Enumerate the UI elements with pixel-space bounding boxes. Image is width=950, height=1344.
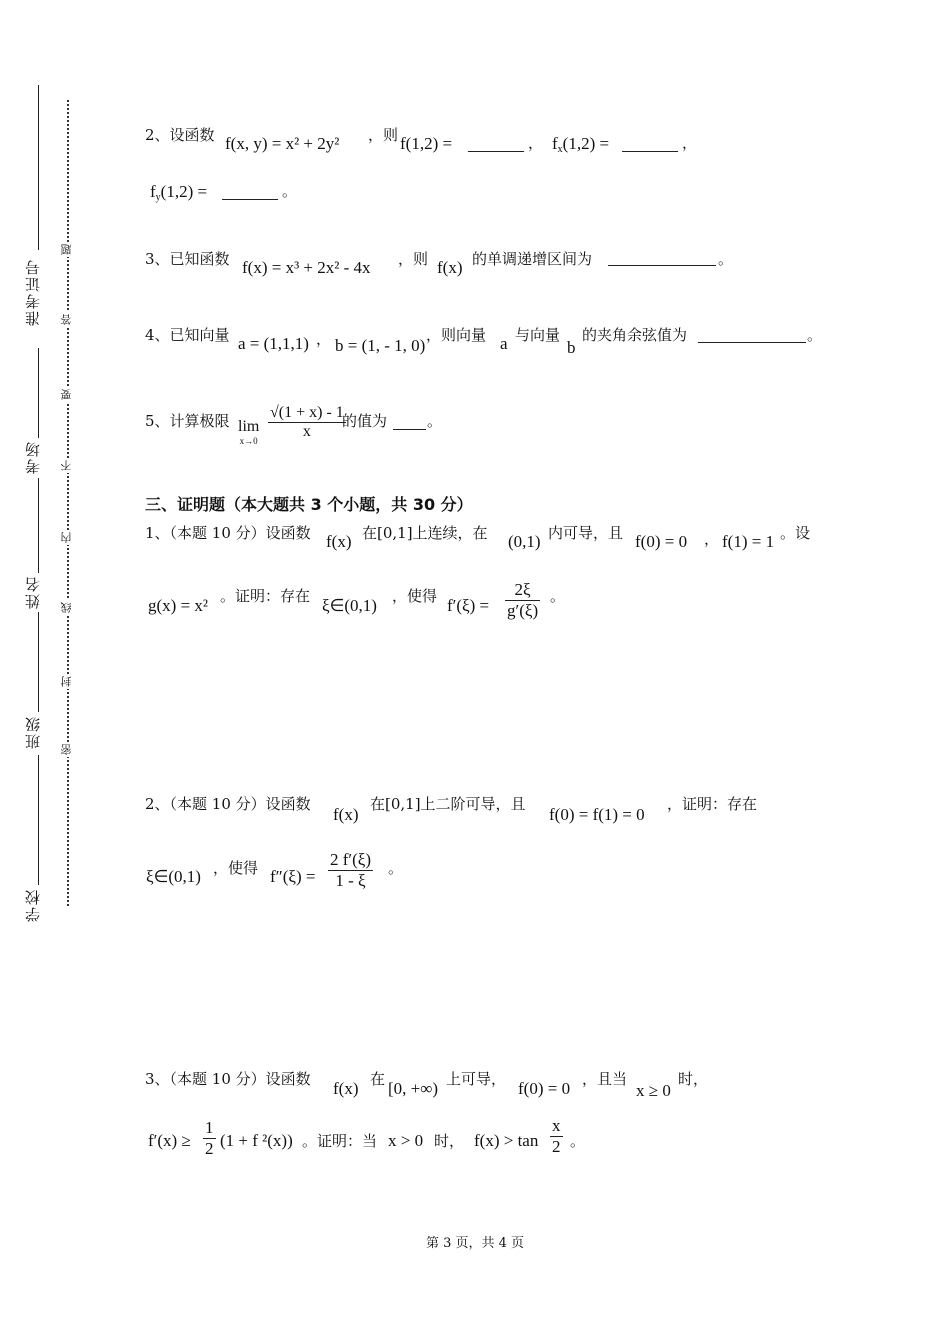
p3-ineq-rhs: (1 + f ²(x)) — [220, 1131, 293, 1150]
p3-interval: [0, +∞) — [388, 1079, 439, 1098]
q4-text-3: 的夹角余弦值为 — [582, 326, 688, 344]
p1-condition-2: f(1) = 1 — [722, 532, 775, 551]
seal-char: 密 — [60, 744, 73, 755]
q2-end: 。 — [282, 182, 298, 200]
q4-var-a: a — [500, 334, 508, 353]
q3-then: ，则 — [398, 250, 429, 268]
p3-result-fraction — [550, 1116, 563, 1157]
p1-g-def: g(x) = x² — [148, 596, 209, 615]
margin-rule — [38, 612, 39, 712]
q4-vector-a: a = (1,1,1) — [238, 334, 309, 353]
p2-denominator: 1 - ξ — [335, 871, 366, 890]
p1-text-3: 。设 — [780, 524, 811, 542]
p1-text-1: 在[0,1]上连续，在 — [362, 524, 488, 542]
q2-function: f(x, y) = x² + 2y² — [225, 134, 340, 153]
seal-line — [67, 100, 69, 906]
q5-blank[interactable] — [393, 428, 426, 430]
p1-xi: ξ∈(0,1) — [322, 596, 377, 615]
p3-end: 。 — [570, 1132, 586, 1150]
margin-label-name: 姓名 — [24, 575, 42, 609]
margin-rule — [38, 755, 39, 885]
p3-text-2: 上可导， — [446, 1070, 507, 1088]
q2-blank-3[interactable] — [222, 198, 278, 200]
comma: ， — [682, 134, 698, 152]
q2-then: ，则 — [368, 126, 399, 144]
margin-rule — [38, 478, 39, 573]
p1-prefix: 1、（本题 10 分）设函数 — [145, 524, 311, 542]
p1-interval: (0,1) — [508, 532, 541, 551]
seal-char: 要 — [60, 389, 73, 400]
p1-denominator: g′(ξ) — [507, 601, 539, 620]
comma: ， — [316, 330, 332, 348]
p3-result-numerator: x — [552, 1116, 561, 1135]
p3-text-6: 时， — [434, 1132, 465, 1150]
p3-text-5: 。证明：当 — [302, 1132, 378, 1150]
p3-half-denominator: 2 — [205, 1139, 214, 1158]
seal-char: 内 — [60, 532, 73, 543]
margin-label-class: 班级 — [24, 715, 42, 749]
q3-blank[interactable] — [608, 264, 716, 266]
page-footer: 第 3 页，共 4 页 — [425, 1236, 525, 1251]
margin-label-school: 学校 — [24, 888, 42, 922]
p2-text-1: 在[0,1]上二阶可导，且 — [370, 795, 526, 813]
comma: ， — [704, 530, 720, 548]
p2-fraction — [328, 850, 373, 891]
seal-char: 题 — [60, 244, 73, 255]
margin-label-exam-room: 考场 — [24, 440, 42, 474]
p1-text-5: ，使得 — [392, 587, 438, 605]
q5-text: 的值为 — [342, 412, 388, 430]
q5-lim-word: lim — [238, 418, 260, 435]
margin-rule — [38, 85, 39, 250]
p2-fx: f(x) — [333, 805, 359, 824]
q2-blank-2[interactable] — [622, 150, 678, 152]
p3-prefix: 3、（本题 10 分）设函数 — [145, 1070, 311, 1088]
q4-text-2: 与向量 — [515, 326, 561, 344]
q2-prefix: 2、设函数 — [145, 126, 215, 144]
p2-lhs: f″(ξ) = — [270, 867, 316, 886]
p3-domain: x ≥ 0 — [636, 1081, 671, 1100]
seal-char: 封 — [60, 676, 73, 687]
q5-lim-sub: x→0 — [239, 436, 258, 446]
p1-lhs: f′(ξ) = — [447, 596, 490, 615]
q2-blank-1[interactable] — [468, 150, 524, 152]
p3-result-lhs: f(x) > tan — [474, 1131, 539, 1150]
comma: ， — [528, 134, 544, 152]
q5-limit — [238, 418, 259, 446]
p3-x-positive: x > 0 — [388, 1131, 424, 1150]
p3-ineq-lhs: f′(x) ≥ — [148, 1131, 191, 1150]
p2-prefix: 2、（本题 10 分）设函数 — [145, 795, 311, 813]
p3-text-1: 在 — [370, 1070, 386, 1088]
p2-end: 。 — [388, 859, 404, 877]
q3-text: 的单调递增区间为 — [472, 250, 593, 268]
q3-prefix: 3、已知函数 — [145, 250, 230, 268]
seal-char: 不 — [60, 460, 73, 471]
q5-end: 。 — [427, 412, 443, 430]
p3-text-4: 时， — [678, 1070, 709, 1088]
p3-condition: f(0) = 0 — [518, 1079, 571, 1098]
p1-end: 。 — [550, 587, 566, 605]
p2-xi: ξ∈(0,1) — [146, 867, 201, 886]
p3-half-numerator: 1 — [205, 1118, 214, 1137]
seal-char: 线 — [60, 602, 73, 613]
q2-value-expr: f(1,2) = — [400, 134, 453, 153]
p1-text-4: 。证明：存在 — [220, 587, 311, 605]
p2-text-3: ，使得 — [213, 859, 259, 877]
margin-rule — [38, 348, 39, 438]
q4-vector-b: b = (1, - 1, 0) — [335, 336, 426, 355]
q3-end: 。 — [718, 250, 734, 268]
q4-end: 。 — [807, 326, 823, 344]
q5-numerator: √(1 + x) - 1 — [270, 404, 344, 421]
p2-numerator: 2 f′(ξ) — [330, 850, 372, 869]
p3-result-denominator: 2 — [552, 1137, 561, 1156]
seal-char: 答 — [60, 314, 73, 325]
p3-fx: f(x) — [333, 1079, 359, 1098]
p2-condition: f(0) = f(1) = 0 — [549, 805, 645, 824]
q4-var-b: b — [567, 338, 576, 357]
q5-fraction — [268, 404, 346, 441]
q2-partial-x: $f_x(1,2)$ = — [552, 134, 610, 155]
section-3-title: 三、证明题（本大题共 3 个小题，共 30 分） — [145, 495, 473, 514]
p3-text-3: ，且当 — [582, 1070, 628, 1088]
p1-fraction — [505, 580, 540, 621]
q4-text-1: ，则向量 — [426, 326, 487, 344]
q3-function: f(x) = x³ + 2x² - 4x — [242, 258, 371, 277]
q5-denominator: x — [302, 423, 311, 440]
p1-numerator: 2ξ — [505, 580, 540, 601]
p1-text-2: 内可导，且 — [548, 524, 624, 542]
q2-partial-y: $f_y(1,2)$ = — [150, 182, 208, 203]
margin-label-exam-id: 准考证号 — [24, 258, 42, 326]
p1-condition-1: f(0) = 0 — [635, 532, 688, 551]
p1-fx: f(x) — [326, 532, 352, 551]
q4-prefix: 4、已知向量 — [145, 326, 230, 344]
q4-blank[interactable] — [698, 341, 806, 343]
p2-text-2: ，证明：存在 — [667, 795, 758, 813]
p3-half — [203, 1118, 216, 1159]
q3-fx: f(x) — [437, 258, 463, 277]
q5-prefix: 5、计算极限 — [145, 412, 230, 430]
